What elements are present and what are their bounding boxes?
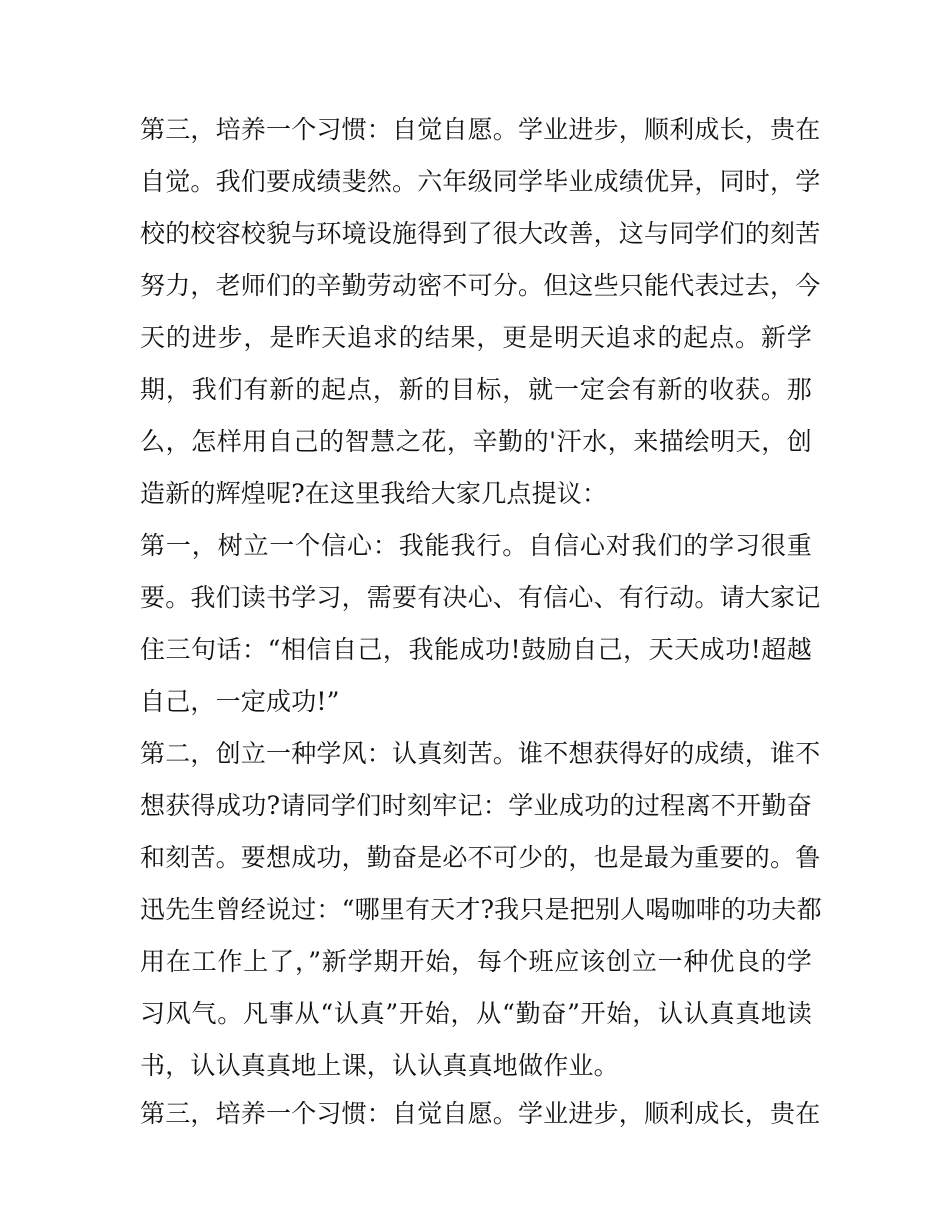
text-line: 天的进步，是昨天追求的结果，更是明天追求的起点。新学 [140, 323, 812, 352]
text-line: 努力，老师们的辛勤劳动密不可分。但这些只能代表过去，今 [140, 271, 821, 300]
text-line: 和刻苦。要想成功，勤奋是必不可少的，也是最为重要的。鲁 [140, 843, 821, 872]
text-line: 想获得成功?请同学们时刻牢记：学业成功的过程离不开勤奋 [140, 791, 812, 820]
text-line: 造新的辉煌呢?在这里我给大家几点提议： [140, 479, 608, 508]
text-line: 住三句话：“相信自己，我能成功!鼓励自己，天天成功!超越 [140, 635, 812, 664]
text-line: 第一，树立一个信心：我能我行。自信心对我们的学习很重 [140, 531, 812, 560]
document-body [140, 108, 822, 1144]
text-line: 自觉。我们要成绩斐然。六年级同学毕业成绩优异，同时，学 [140, 167, 821, 196]
paragraph-confidence [140, 524, 821, 732]
paragraph-habit-intro [140, 108, 821, 524]
text-line: 要。我们读书学习，需要有决心、有信心、有行动。请大家记 [140, 583, 821, 612]
text-line: 么，怎样用自己的智慧之花，辛勤的'汗水，来描绘明天，创 [140, 427, 812, 456]
paragraph-study-style [140, 732, 822, 1092]
text-line: 迅先生曾经说过：“哪里有天才?我只是把别人喝咖啡的功夫都 [140, 895, 822, 924]
paragraph-habit-repeat [140, 1092, 821, 1144]
text-line: 第二，创立一种学风：认真刻苦。谁不想获得好的成绩，谁不 [140, 739, 821, 768]
text-line: 用在工作上了，”新学期开始，每个班应该创立一种优良的学 [140, 947, 812, 976]
text-line: 书，认认真真地上课，认认真真地做作业。 [140, 1051, 619, 1080]
text-line: 自己，一定成功!” [140, 687, 340, 716]
text-line: 习风气。凡事从“认真”开始，从“勤奋”开始，认认真真地读 [140, 999, 812, 1028]
text-line: 期，我们有新的起点，新的目标，就一定会有新的收获。那 [140, 375, 812, 404]
text-line: 第三，培养一个习惯：自觉自愿。学业进步，顺利成长，贵在 [140, 1099, 821, 1128]
text-line: 第三，培养一个习惯：自觉自愿。学业进步，顺利成长，贵在 [140, 115, 821, 144]
text-line: 校的校容校貌与环境设施得到了很大改善，这与同学们的刻苦 [140, 219, 821, 248]
